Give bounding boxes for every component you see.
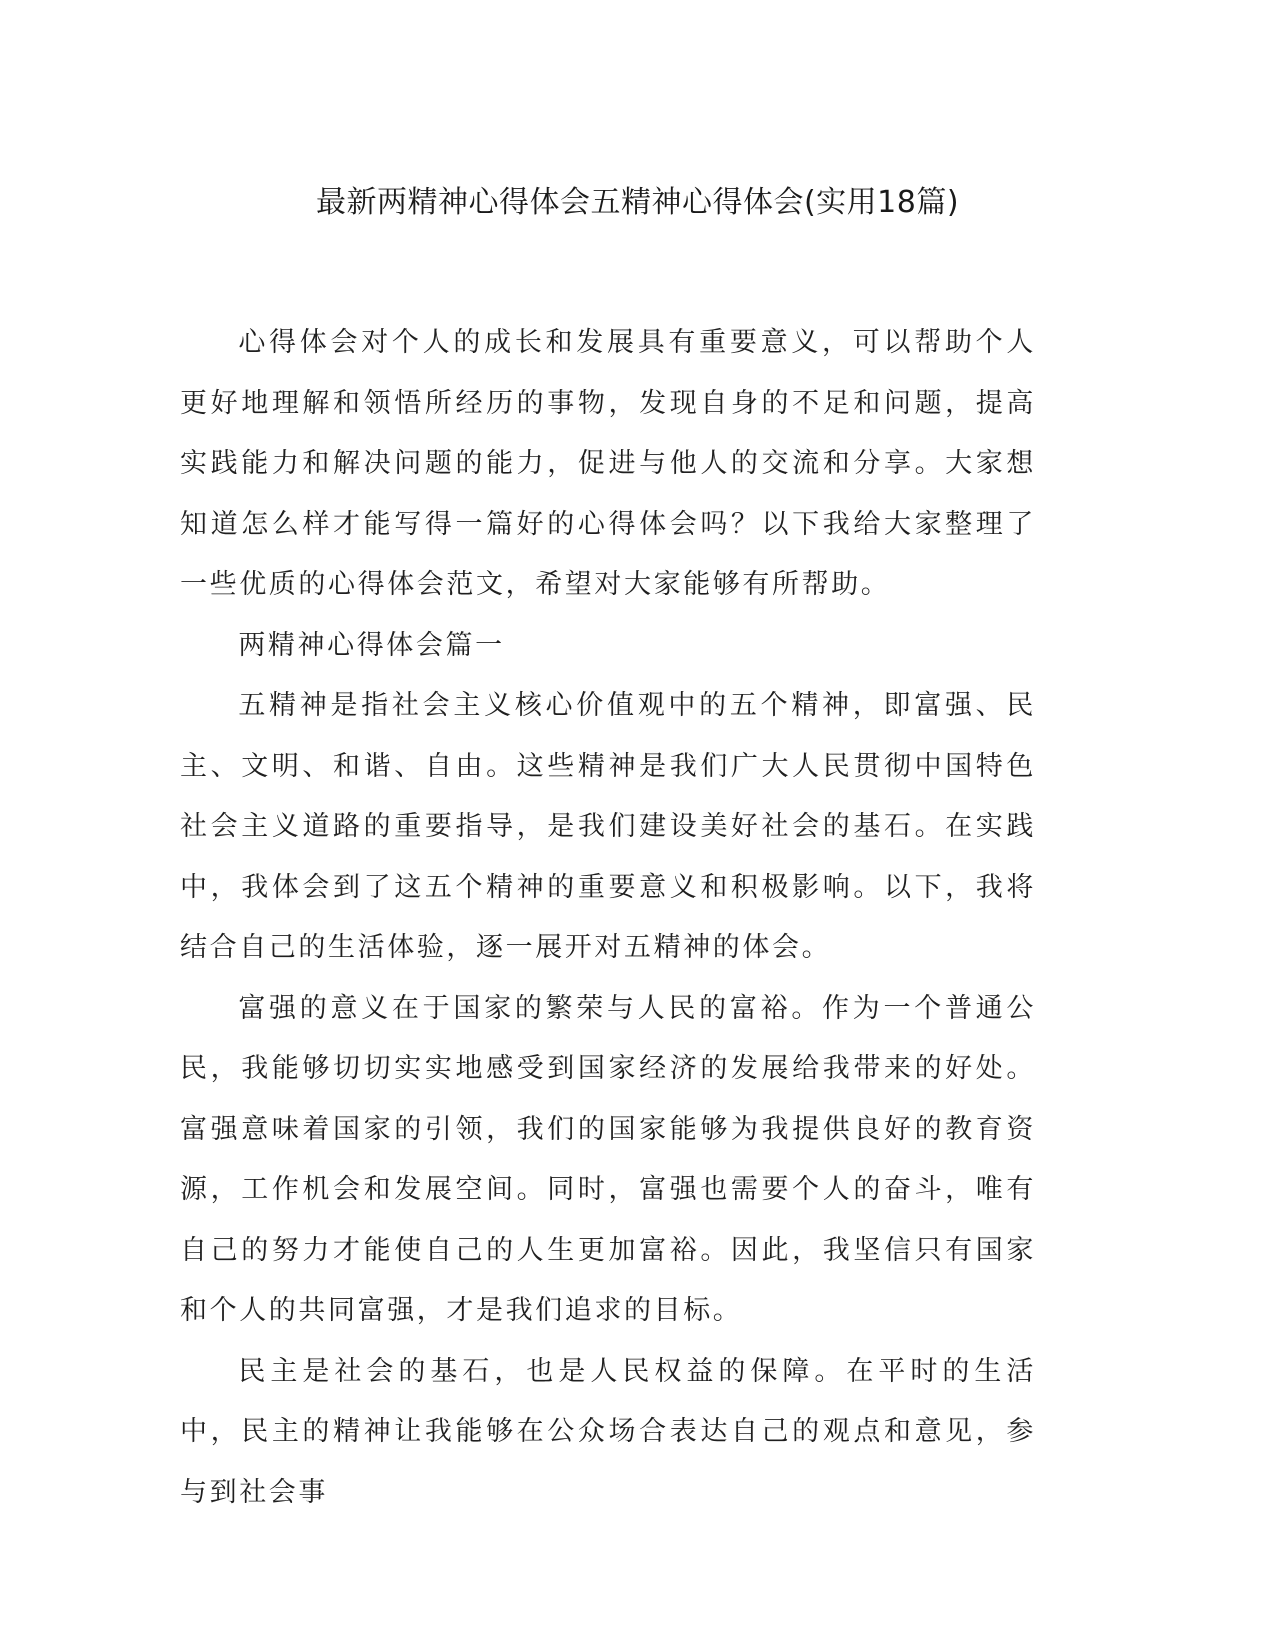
document-title: 最新两精神心得体会五精神心得体会(实用18篇): [315, 185, 960, 220]
paragraph-democracy: 民主是社会的基石，也是人民权益的保障。在平时的生活中，民主的精神让我能够在公众场合表达自己的观点和意见，参与到社会事: [180, 1355, 1036, 1508]
document-body: [180, 313, 1036, 1523]
paragraph-five-spirits: 五精神是指社会主义核心价值观中的五个精神，即富强、民主、文明、和谐、自由。这些精神是我们广大人民贯彻中国特色社会主义道路的重要指导，是我们建设美好社会的基石。在实践中，我体会到了这五个精神的重要意义和积极影响。以下，我将结合自己的生活体验，逐一展开对五精神的体会。: [180, 690, 1036, 963]
paragraph-prosperity: 富强的意义在于国家的繁荣与人民的富裕。作为一个普通公民，我能够切切实实地感受到国家经济的发展给我带来的好处。富强意味着国家的引领，我们的国家能够为我提供良好的教育资源，工作机会和发展空间。同时，富强也需要个人的奋斗，唯有自己的努力才能使自己的人生更加富裕。因此，我坚信只有国家和个人的共同富强，才是我们追求的目标。: [180, 992, 1036, 1326]
paragraph-intro: 心得体会对个人的成长和发展具有重要意义，可以帮助个人更好地理解和领悟所经历的事物，发现自身的不足和问题，提高实践能力和解决问题的能力，促进与他人的交流和分享。大家想知道怎么样才能写得一篇好的心得体会吗？以下我给大家整理了一些优质的心得体会范文，希望对大家能够有所帮助。: [180, 327, 1036, 600]
section-heading: 两精神心得体会篇一: [238, 629, 505, 661]
